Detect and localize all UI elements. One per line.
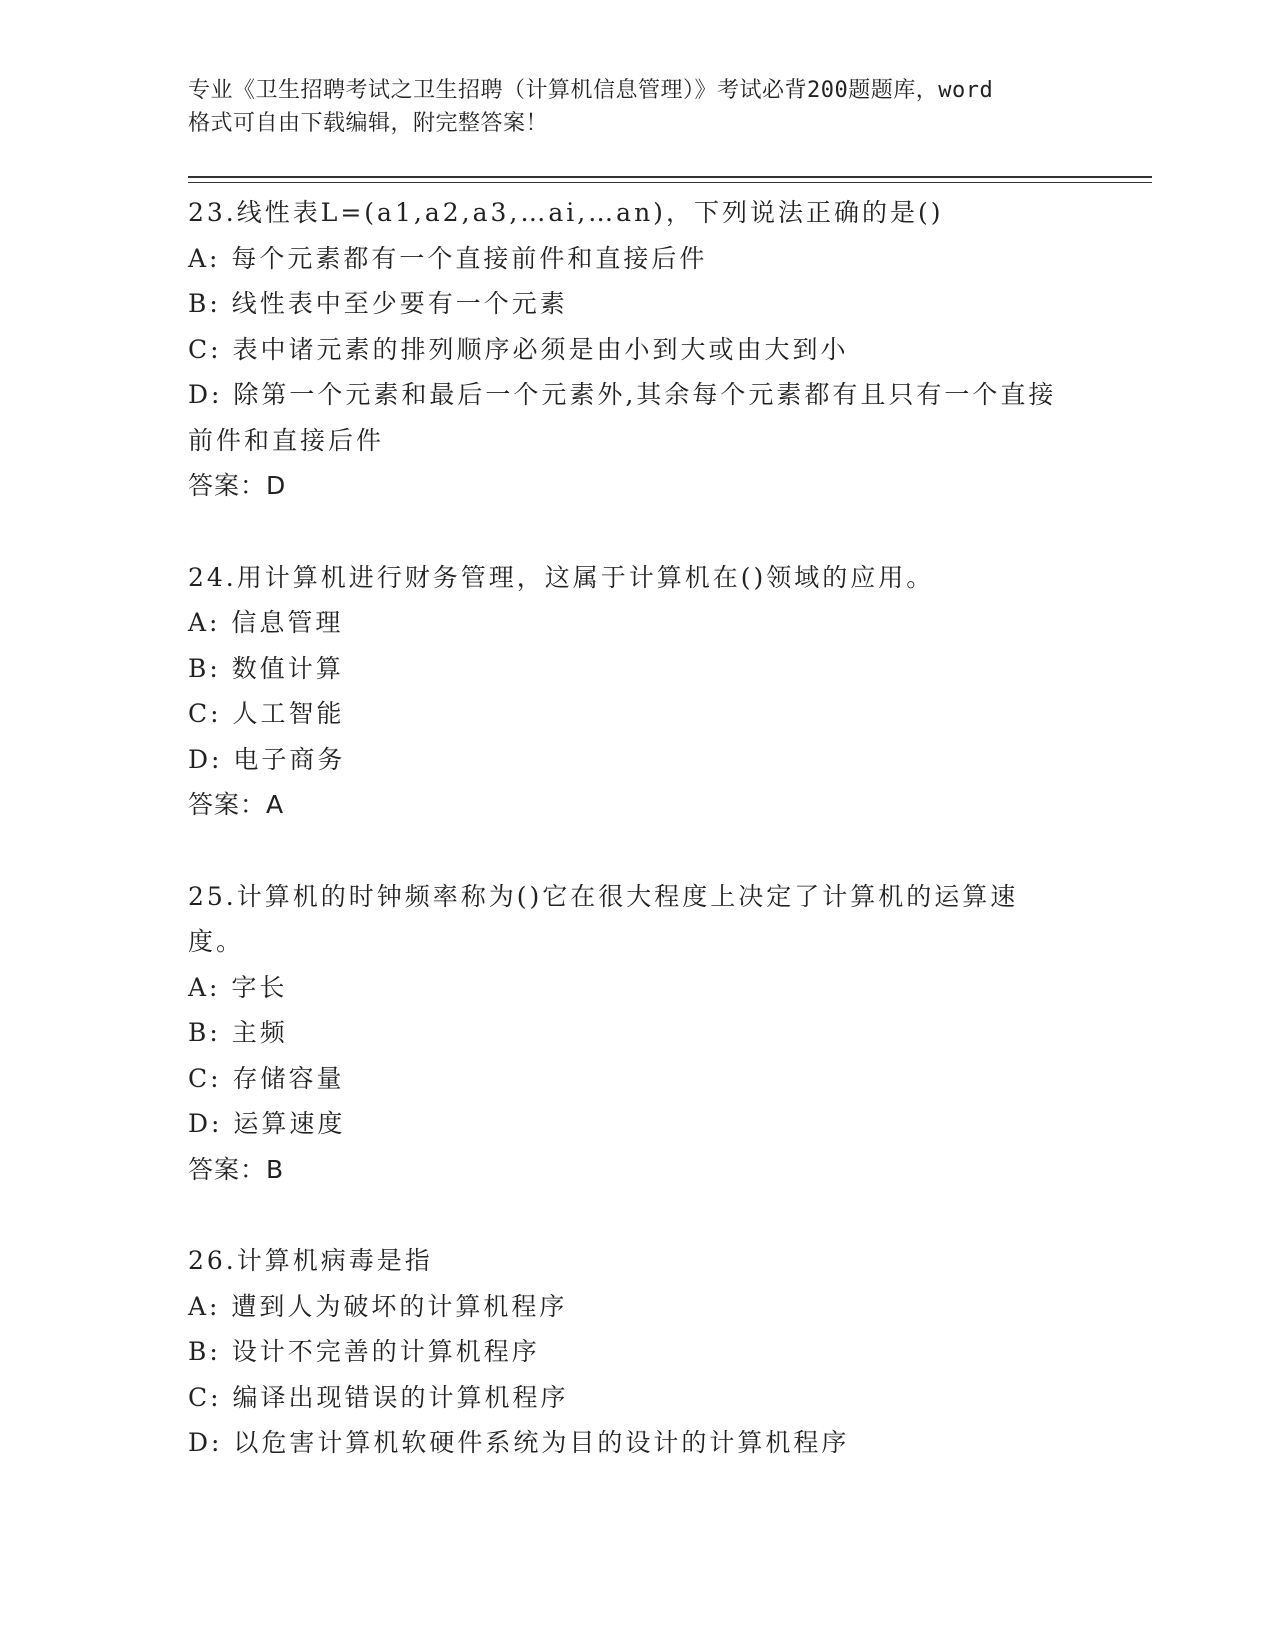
header-divider-thick <box>188 176 1152 178</box>
answer-label: 答案：B <box>188 1154 285 1184</box>
header-line-1: 专业《卫生招聘考试之卫生招聘（计算机信息管理）》考试必背200题题库，word <box>188 78 994 103</box>
option-d: D: 运算速度 <box>188 1109 346 1138</box>
question-list <box>188 190 1068 1512</box>
question-25 <box>188 874 1068 1193</box>
question-stem: 25.计算机的时钟频率称为()它在很大程度上决定了计算机的运算速度。 <box>188 881 1019 956</box>
question-26 <box>188 1238 1068 1466</box>
option-b: B: 数值计算 <box>188 653 344 683</box>
question-24 <box>188 555 1068 828</box>
header-divider-thin <box>188 182 1152 183</box>
document-header <box>188 74 1088 140</box>
option-b: B: 线性表中至少要有一个元素 <box>188 289 568 318</box>
option-a: A: 每个元素都有一个直接前件和直接后件 <box>188 243 708 273</box>
option-c: C: 表中诸元素的排列顺序必须是由小到大或由大到小 <box>188 334 849 364</box>
option-c: C: 存储容量 <box>188 1063 345 1093</box>
question-stem: 24.用计算机进行财务管理，这属于计算机在()领域的应用。 <box>188 562 935 592</box>
option-b: B: 设计不完善的计算机程序 <box>188 1337 540 1366</box>
option-b: B: 主频 <box>188 1018 288 1047</box>
question-stem: 26.计算机病毒是指 <box>188 1246 433 1275</box>
question-23 <box>188 190 1068 509</box>
answer-label: 答案：D <box>188 471 287 500</box>
answer-label: 答案：A <box>188 790 285 819</box>
option-c: C: 人工智能 <box>188 699 345 728</box>
option-d: D: 电子商务 <box>188 744 346 774</box>
question-stem: 23.线性表L=(a1,a2,a3,…ai,…an)，下列说法正确的是() <box>188 198 944 227</box>
option-a: A: 字长 <box>188 972 288 1002</box>
option-d: D: 除第一个元素和最后一个元素外,其余每个元素都有且只有一个直接前件和直接后件 <box>188 380 1057 455</box>
option-a: A: 信息管理 <box>188 608 344 637</box>
option-a: A: 遭到人为破坏的计算机程序 <box>188 1291 568 1321</box>
header-line-2: 格式可自由下载编辑，附完整答案！ <box>188 111 549 136</box>
option-c: C: 编译出现错误的计算机程序 <box>188 1382 569 1412</box>
option-d: D: 以危害计算机软硬件系统为目的设计的计算机程序 <box>188 1428 850 1457</box>
